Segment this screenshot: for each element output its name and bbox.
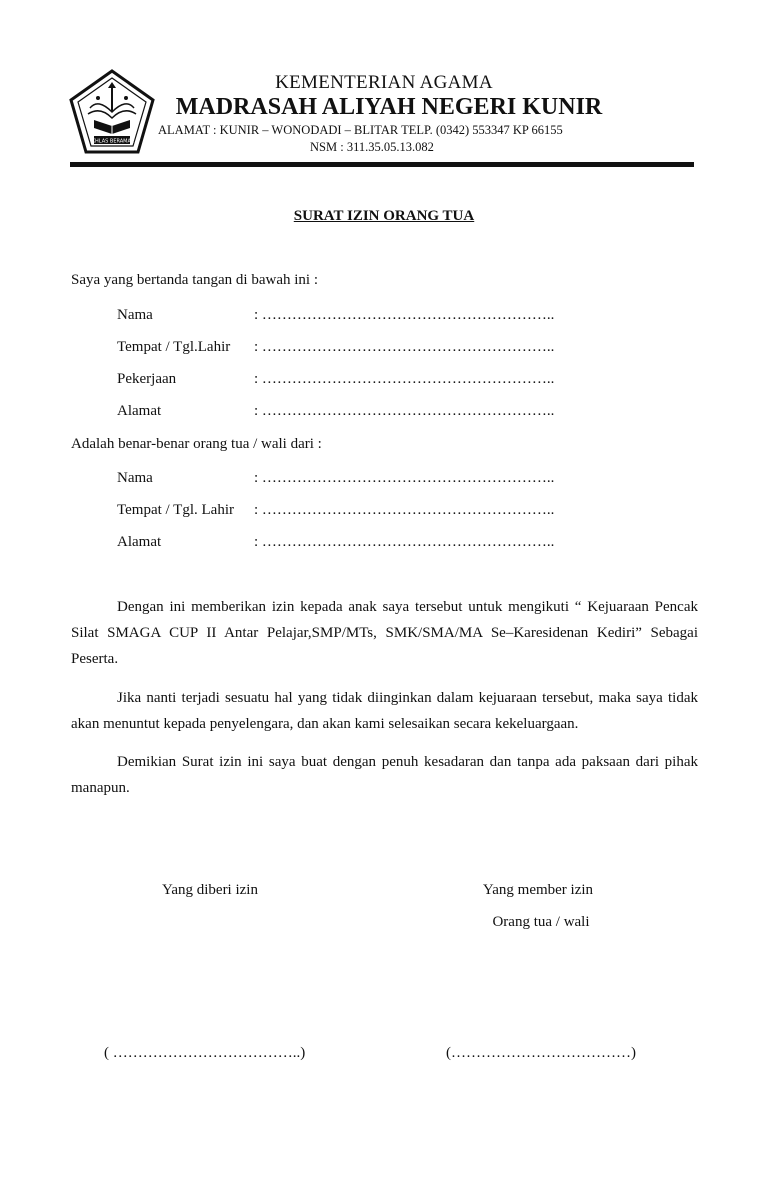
- child-field-label: Tempat / Tgl. Lahir: [117, 502, 234, 518]
- letter-title: SURAT IZIN ORANG TUA: [293, 208, 475, 224]
- school-nsm: NSM : 311.35.05.13.082: [310, 140, 434, 154]
- body-paragraph: [71, 685, 698, 737]
- child-field-label: Alamat: [117, 534, 162, 550]
- signature-left-blank: ( ………………………………..): [104, 1045, 306, 1061]
- parent-field-label: Nama: [117, 307, 153, 323]
- emblem-motto: IKHLAS BERAMAL: [90, 138, 134, 145]
- child-field-label: Nama: [117, 470, 153, 486]
- school-name: MADRASAH ALIYAH NEGERI KUNIR: [175, 94, 603, 120]
- intro-text: Saya yang bertanda tangan di bawah ini :: [71, 272, 319, 288]
- child-field-value: : …………………………………………………..: [254, 502, 555, 518]
- child-field-value: : …………………………………………………..: [254, 470, 555, 486]
- signature-left-label: Yang diberi izin: [162, 882, 258, 898]
- letterhead-divider: [70, 162, 694, 167]
- body-paragraph: [71, 594, 698, 672]
- parent-field-value: : …………………………………………………..: [254, 371, 555, 387]
- signature-right-blank: (………………………………): [446, 1045, 636, 1061]
- child-field-value: : …………………………………………………..: [254, 534, 555, 550]
- signature-right-label: Yang member izin: [482, 882, 594, 898]
- signature-right-sublabel: Orang tua / wali: [492, 914, 590, 930]
- parent-field-value: : …………………………………………………..: [254, 403, 555, 419]
- parent-field-value: : …………………………………………………..: [254, 339, 555, 355]
- child-intro-text: Adalah benar-benar orang tua / wali dari :: [71, 436, 322, 452]
- school-address: ALAMAT : KUNIR – WONODADI – BLITAR TELP. (0342) 553347 KP 66155: [158, 123, 563, 137]
- body-paragraph: [71, 749, 698, 801]
- body-paragraph-text: Demikian Surat izin ini saya buat dengan penuh kesadaran dan tanpa ada paksaan dari pihak manapun.: [71, 754, 698, 796]
- parent-field-label: Tempat / Tgl.Lahir: [117, 339, 231, 355]
- body-paragraph-text: Dengan ini memberikan izin kepada anak saya tersebut untuk mengikuti “ Kejuaraan Pencak Silat SMAGA CUP II Antar Pelajar,SMP/MTs, SMK/SMA/MA Se–Karesidenan Kediri” Sebagai Peserta.: [71, 599, 698, 667]
- parent-field-label: Alamat: [117, 403, 162, 419]
- parent-field-label: Pekerjaan: [117, 371, 177, 387]
- body-paragraph-text: Jika nanti terjadi sesuatu hal yang tidak diinginkan dalam kejuaraan tersebut, maka saya tidak akan menuntut kepada penyelengara, dan akan kami selesaikan secara kekeluargaan.: [71, 690, 698, 732]
- parent-field-value: : …………………………………………………..: [254, 307, 555, 323]
- ministry-name: KEMENTERIAN AGAMA: [275, 72, 493, 93]
